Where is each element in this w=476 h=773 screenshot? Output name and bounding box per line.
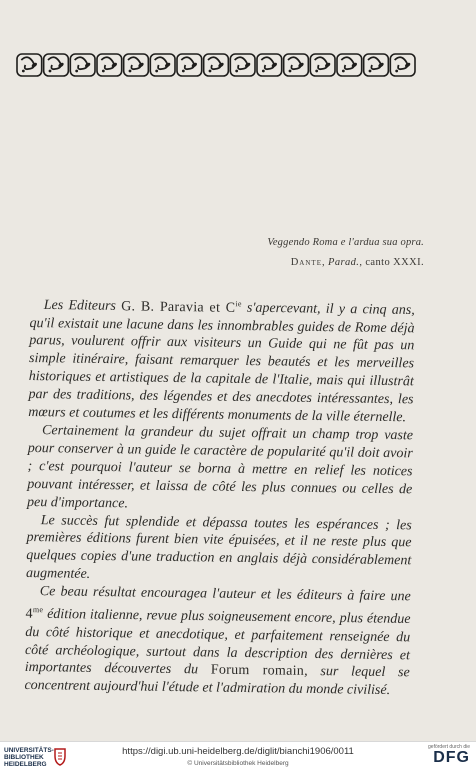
decorative-ornament-band: [16, 52, 416, 78]
library-logo[interactable]: UNIVERSITÄTS- BIBLIOTHEK HEIDELBERG: [4, 747, 54, 768]
ornament-motif: [310, 54, 335, 76]
page-url-link[interactable]: https://digi.ub.uni-heidelberg.de/diglit/bianchi1906/0011: [122, 746, 354, 757]
epigraph-canto: , canto XXXI.: [359, 257, 424, 268]
ornament-motif: [390, 54, 415, 76]
dfg-logo[interactable]: gefördert durch die DFG: [428, 744, 470, 766]
ornament-motif: [44, 54, 69, 76]
epigraph-citation: Dante, Parad., canto XXXI.: [290, 257, 424, 268]
preface-text: [24, 292, 415, 701]
epigraph-author: Dante: [290, 257, 322, 268]
epigraph-quote: Veggendo Roma e l'ardua sua opra.: [267, 237, 424, 248]
ornament-motif: [70, 54, 95, 76]
ornament-motif: [257, 54, 282, 76]
publisher-name: G. B. Paravia et $C^{ie}$: [121, 298, 242, 316]
paragraph-2: Certainement la grandeur du sujet offrait un champ trop vaste pour conserver à un guide le caractère de popularité qu'il doit avoir ; c'est pourquoi l'auteur se borna à mettre en relief les notices pouvant intéresser, et laissa de côté les plus connues ou celles de peu d'importance.: [26, 423, 414, 512]
epigraph-work: Parad.: [328, 257, 360, 268]
ornament-motif: [204, 54, 229, 76]
ornament-motif: [230, 54, 255, 76]
copyright-text: © Universitätsbibliothek Heidelberg: [187, 760, 289, 767]
paragraph-1: Les Editeurs G. B. Paravia et $C^{ie}$ s'apercevant, il y a cinq ans, qu'il existait une lacune dans les innombrables guides de Rome déjà parus, voulurent offrir aux visiteurs un Guide qui ne fût pas un simple itinéraire, faisant remarquer les beautés et les merveilles historiques et artistiques de la capitale de l'Italie, mais qui illustrât par des traditions, des légendes et des anecdotes intéressantes, les mœurs et coutumes et les différents monuments de la ville éternelle.: [28, 297, 415, 426]
ornament-motif: [150, 54, 175, 76]
paragraph-3: Le succès fut splendide et dépassa toutes les espérances ; les premières éditions furent bien vite épuisées, et il ne reste plus que quelques copies d'une traduction en anglais déjà considérablement augmentée.: [25, 512, 412, 583]
viewer-footer: [0, 741, 476, 773]
forum-romain: Forum romain: [210, 662, 305, 680]
ornament-motif: [364, 54, 389, 76]
ornament-motif: [337, 54, 362, 76]
ornament-motif: [97, 54, 122, 76]
paragraph-4: Ce beau résultat encouragea l'auteur et les éditeurs à faire une $4^{me}$ édition italienne, revue plus soigneusement encore, plus étendue du côté historique et anecdotique, et parfaitement renseignée du côté archéologique, surtout dans la description des dernières et importantes découvertes du Forum romain, sur lequel se concentrent aujourd'hui l'étude et l'admiration du monde civilisé.: [24, 584, 411, 699]
epigraph: [267, 233, 424, 273]
ornament-motif: [284, 54, 309, 76]
ornament-motif: [17, 54, 42, 76]
ornament-motif: [124, 54, 149, 76]
ornament-motif: [177, 54, 202, 76]
